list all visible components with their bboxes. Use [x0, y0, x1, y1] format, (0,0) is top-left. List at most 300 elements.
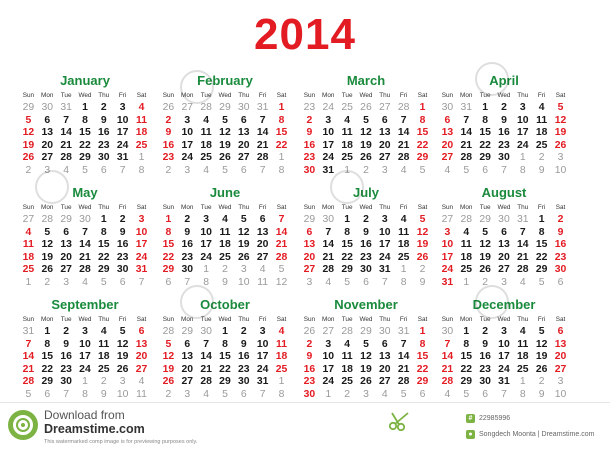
day-cell-other-month: 28 [341, 326, 353, 337]
day-cell: 29 [479, 152, 491, 164]
id-icon: # [466, 414, 475, 423]
week-row [300, 115, 432, 128]
week-row [438, 115, 570, 128]
day-cell-other-month: 29 [219, 102, 231, 113]
day-cell: 28 [441, 376, 454, 388]
day-cell: 24 [517, 139, 529, 151]
day-cell: 5 [557, 102, 564, 113]
day-cell: 20 [379, 363, 391, 375]
week-row [300, 214, 432, 227]
weekday-label: Tue [341, 204, 353, 211]
day-cell: 14 [256, 127, 269, 139]
week-row [300, 165, 432, 178]
watermark-note: This watermarked comp image is for previewing purposes only. [44, 439, 198, 445]
day-cell: 12 [479, 239, 491, 251]
author-credit[interactable]: Songdech Moonta | Dreamstime.com [479, 431, 595, 438]
day-cell: 2 [306, 114, 313, 126]
month-title: June [209, 185, 241, 200]
day-cell: 25 [275, 363, 288, 375]
day-cell: 20 [498, 251, 510, 263]
weekday-label: Fri [537, 92, 546, 99]
day-cell: 1 [44, 326, 51, 337]
day-cell: 13 [554, 338, 567, 350]
day-cell-other-month: 2 [538, 152, 545, 164]
day-cell-other-month: 4 [381, 388, 388, 400]
day-cell-other-month: 2 [44, 276, 51, 288]
footer-bar [0, 402, 610, 453]
day-cell: 1 [419, 326, 426, 337]
day-cell: 17 [181, 139, 194, 151]
day-cell-other-month: 11 [257, 276, 269, 288]
day-cell: 7 [278, 214, 285, 225]
day-cell-other-month: 30 [441, 326, 454, 337]
month-block-october [159, 296, 291, 402]
day-cell-other-month: 6 [419, 388, 426, 400]
day-cell-other-month: 3 [501, 276, 507, 288]
day-cell: 12 [360, 127, 372, 139]
day-cell: 21 [275, 239, 288, 251]
day-cell-other-month: 1 [278, 152, 285, 164]
weekday-label: Sun [162, 316, 175, 323]
day-cell: 15 [98, 239, 110, 251]
week-row [438, 389, 570, 402]
day-cell: 7 [400, 338, 407, 350]
week-row [438, 252, 570, 265]
weekday-header [159, 90, 291, 102]
day-cell: 11 [275, 338, 287, 350]
day-cell: 1 [278, 102, 285, 113]
weekday-label: Sun [22, 316, 35, 323]
day-cell: 23 [554, 251, 567, 263]
day-cell: 20 [554, 351, 567, 363]
day-cell-other-month: 7 [63, 388, 69, 400]
day-cell: 9 [184, 226, 191, 238]
day-cell-other-month: 29 [479, 214, 491, 225]
day-cell-other-month: 24 [322, 102, 335, 113]
day-cell-other-month: 8 [519, 388, 526, 400]
day-cell: 19 [41, 251, 54, 263]
day-cell: 29 [535, 264, 548, 276]
day-cell-other-month: 4 [259, 264, 266, 276]
day-cell: 16 [498, 127, 510, 139]
day-cell: 4 [538, 102, 545, 113]
week-row [300, 389, 432, 402]
week-row [300, 376, 432, 389]
day-cell: 22 [416, 139, 429, 151]
day-cell: 18 [535, 127, 548, 139]
day-cell-other-month: 7 [119, 164, 126, 176]
day-cell-other-month: 30 [79, 214, 91, 225]
day-cell-other-month: 31 [22, 326, 35, 337]
day-cell-other-month: 4 [82, 276, 88, 288]
day-cell: 8 [419, 338, 426, 350]
weekday-label: Sun [441, 316, 454, 323]
day-cell: 6 [557, 326, 564, 337]
day-cell: 4 [463, 226, 470, 238]
day-cell: 21 [322, 251, 335, 263]
day-cell-other-month: 1 [138, 152, 145, 164]
day-cell: 24 [200, 251, 212, 263]
day-cell: 19 [116, 351, 129, 363]
day-cell: 14 [275, 226, 288, 238]
week-row [19, 339, 151, 352]
month-title: March [346, 73, 386, 88]
week-row [159, 214, 291, 227]
day-cell-other-month: 4 [444, 388, 451, 400]
weekday-label: Thu [517, 204, 529, 211]
day-cell: 12 [22, 127, 35, 139]
day-cell: 2 [63, 326, 69, 337]
day-cell: 19 [219, 139, 231, 151]
day-cell-other-month: 8 [138, 164, 145, 176]
weekday-label: Fri [118, 316, 127, 323]
day-cell-other-month: 6 [165, 276, 172, 288]
week-row [300, 326, 432, 339]
day-cell-other-month: 27 [322, 326, 335, 337]
day-cell: 6 [259, 214, 266, 225]
week-row [19, 127, 151, 140]
week-row [438, 239, 570, 252]
month-block-june [159, 184, 291, 290]
week-row [159, 376, 291, 389]
week-row [19, 277, 151, 290]
weekday-header [300, 90, 432, 102]
day-cell: 26 [41, 264, 54, 276]
weekday-label: Thu [98, 92, 110, 99]
day-cell: 23 [116, 251, 129, 263]
day-cell: 27 [238, 152, 250, 164]
day-cell: 20 [256, 239, 269, 251]
day-cell-other-month: 2 [100, 376, 107, 388]
day-cell-other-month: 28 [200, 102, 212, 113]
day-cell: 17 [322, 363, 335, 375]
day-cell: 13 [256, 226, 269, 238]
day-cell: 19 [535, 351, 548, 363]
day-cell: 16 [303, 139, 316, 151]
day-cell: 7 [444, 338, 451, 350]
weekday-label: Wed [359, 92, 373, 99]
weekday-label: Sat [417, 204, 428, 211]
day-cell-other-month: 8 [203, 276, 209, 288]
dreamstime-logo-icon [8, 410, 38, 440]
day-cell: 2 [165, 114, 172, 126]
day-cell: 13 [41, 127, 54, 139]
day-cell: 11 [536, 114, 548, 126]
day-cell-other-month: 9 [100, 388, 107, 400]
weekday-label: Wed [497, 92, 511, 99]
year-title: 2014 [254, 10, 356, 59]
day-cell-other-month: 2 [165, 388, 172, 400]
month-title: April [489, 73, 519, 88]
week-row [19, 326, 151, 339]
week-row [438, 351, 570, 364]
day-cell: 9 [501, 114, 507, 126]
day-cell: 13 [181, 351, 194, 363]
day-cell: 6 [381, 114, 388, 126]
day-cell: 3 [519, 102, 526, 113]
day-cell: 10 [322, 127, 335, 139]
day-cell-other-month: 25 [341, 102, 353, 113]
week-row [159, 152, 291, 165]
day-cell: 11 [398, 226, 410, 238]
weekday-label: Tue [479, 316, 491, 323]
weekday-label: Wed [78, 204, 92, 211]
month-title: May [72, 185, 98, 200]
day-cell: 21 [397, 139, 410, 151]
day-cell-other-month: 1 [278, 376, 285, 388]
day-cell-other-month: 10 [554, 164, 567, 176]
weekday-label: Mon [322, 204, 335, 211]
day-cell-other-month: 5 [538, 276, 545, 288]
day-cell: 6 [240, 114, 247, 126]
day-cell-other-month: 7 [381, 276, 388, 288]
week-row [438, 326, 570, 339]
weekday-label: Fri [399, 204, 408, 211]
weekday-label: Sun [303, 316, 316, 323]
weekday-label: Wed [497, 316, 511, 323]
day-cell: 30 [303, 388, 316, 400]
day-cell: 4 [203, 114, 209, 126]
week-row [19, 364, 151, 377]
day-cell: 31 [379, 264, 391, 276]
week-row [438, 277, 570, 290]
day-cell: 25 [517, 363, 529, 375]
month-block-february [159, 72, 291, 178]
day-cell: 6 [306, 226, 313, 238]
weekday-label: Tue [200, 92, 212, 99]
day-cell: 29 [219, 376, 231, 388]
day-cell: 5 [363, 114, 369, 126]
day-cell: 19 [22, 139, 35, 151]
day-cell-other-month: 31 [517, 214, 529, 225]
weekday-label: Fri [258, 92, 267, 99]
week-row [300, 364, 432, 377]
day-cell: 20 [238, 139, 250, 151]
day-cell: 19 [238, 239, 250, 251]
day-cell: 26 [416, 251, 429, 263]
day-cell: 8 [165, 226, 172, 238]
weekday-label: Tue [60, 92, 72, 99]
day-cell: 14 [60, 127, 72, 139]
day-cell: 23 [360, 251, 372, 263]
weekday-label: Wed [218, 204, 232, 211]
day-cell: 3 [184, 114, 191, 126]
weekday-label: Fri [399, 316, 408, 323]
day-cell: 6 [184, 338, 191, 350]
day-cell: 4 [400, 214, 407, 225]
day-cell: 7 [519, 226, 526, 238]
day-cell: 31 [256, 376, 269, 388]
day-cell-other-month: 5 [463, 388, 470, 400]
day-cell-other-month: 29 [22, 102, 35, 113]
day-cell: 28 [60, 152, 72, 164]
day-cell: 26 [219, 152, 231, 164]
week-row [300, 102, 432, 115]
day-cell-other-month: 31 [460, 102, 473, 113]
day-cell: 14 [79, 239, 91, 251]
day-cell-other-month: 12 [275, 276, 288, 288]
day-cell: 25 [341, 152, 353, 164]
day-cell-other-month: 27 [441, 214, 454, 225]
day-cell: 28 [322, 264, 335, 276]
week-row [438, 152, 570, 165]
week-row [159, 364, 291, 377]
day-cell: 2 [482, 326, 488, 337]
month-title: September [51, 297, 119, 312]
weekday-label: Sat [276, 316, 287, 323]
day-cell-other-month: 8 [278, 164, 285, 176]
day-cell-other-month: 30 [238, 102, 250, 113]
day-cell: 22 [219, 363, 231, 375]
day-cell-other-month: 5 [344, 276, 350, 288]
day-cell: 19 [416, 239, 429, 251]
day-cell-other-month: 2 [419, 264, 426, 276]
day-cell: 24 [256, 363, 269, 375]
day-cell: 9 [306, 351, 313, 363]
day-cell: 20 [379, 139, 391, 151]
day-cell-other-month: 8 [519, 164, 526, 176]
day-cell-other-month: 7 [184, 276, 191, 288]
day-cell: 23 [162, 152, 175, 164]
month-title: November [334, 297, 398, 312]
day-cell: 29 [79, 152, 91, 164]
day-cell: 28 [517, 264, 529, 276]
day-cell: 27 [441, 152, 454, 164]
weekday-label: Wed [218, 316, 232, 323]
weekday-label: Sat [417, 92, 428, 99]
day-cell: 13 [379, 127, 391, 139]
day-cell: 21 [460, 139, 473, 151]
day-cell: 28 [256, 152, 269, 164]
day-cell: 10 [181, 127, 194, 139]
day-cell: 3 [203, 214, 209, 225]
day-cell: 30 [303, 164, 316, 176]
day-cell: 5 [419, 214, 426, 225]
day-cell: 15 [219, 351, 231, 363]
day-cell: 31 [322, 164, 335, 176]
day-cell-other-month: 6 [119, 276, 126, 288]
day-cell-other-month: 2 [222, 264, 228, 276]
weekday-label: Tue [479, 204, 491, 211]
day-cell: 10 [200, 226, 212, 238]
day-cell: 17 [498, 351, 510, 363]
day-cell: 11 [135, 114, 147, 126]
site-name[interactable]: Dreamstime.com [44, 422, 145, 436]
weekday-label: Wed [78, 316, 92, 323]
day-cell-other-month: 1 [519, 152, 526, 164]
day-cell-other-month: 3 [306, 276, 313, 288]
week-row [438, 339, 570, 352]
day-cell: 12 [360, 351, 372, 363]
weekday-header [159, 202, 291, 214]
weekday-label: Fri [118, 204, 127, 211]
day-cell: 12 [554, 114, 567, 126]
day-cell: 6 [44, 114, 51, 126]
week-row [19, 227, 151, 240]
weekday-label: Thu [379, 92, 391, 99]
week-row [19, 214, 151, 227]
day-cell-other-month: 2 [25, 164, 32, 176]
weekday-label: Sat [555, 204, 566, 211]
day-cell: 16 [60, 351, 72, 363]
day-cell-other-month: 28 [162, 326, 175, 337]
day-cell: 10 [441, 239, 454, 251]
day-cell-other-month: 4 [203, 164, 209, 176]
day-cell: 17 [116, 127, 129, 139]
day-cell: 4 [519, 326, 526, 337]
day-cell: 25 [219, 251, 231, 263]
day-cell: 11 [22, 239, 34, 251]
day-cell: 26 [116, 363, 129, 375]
weekday-label: Thu [517, 92, 529, 99]
month-block-may [19, 184, 151, 290]
weekday-label: Mon [460, 92, 473, 99]
weekday-header [438, 314, 570, 326]
week-row [300, 140, 432, 153]
day-cell: 10 [79, 338, 91, 350]
week-row [300, 252, 432, 265]
day-cell: 7 [25, 338, 32, 350]
day-cell: 11 [460, 239, 472, 251]
day-cell: 14 [397, 127, 410, 139]
weekday-label: Tue [341, 92, 353, 99]
day-cell: 27 [60, 264, 72, 276]
day-cell-other-month: 10 [554, 388, 567, 400]
day-cell: 27 [256, 251, 269, 263]
day-cell: 24 [116, 139, 129, 151]
day-cell-other-month: 26 [162, 102, 175, 113]
day-cell: 30 [498, 152, 510, 164]
day-cell: 21 [22, 363, 35, 375]
weekday-label: Sat [136, 204, 147, 211]
week-row [159, 127, 291, 140]
day-cell: 25 [397, 251, 410, 263]
day-cell-other-month: 7 [138, 276, 145, 288]
day-cell-other-month: 7 [501, 388, 507, 400]
day-cell: 26 [162, 376, 175, 388]
weekday-label: Sun [162, 92, 175, 99]
day-cell-other-month: 3 [63, 276, 69, 288]
day-cell: 25 [98, 363, 110, 375]
day-cell-other-month: 27 [379, 102, 391, 113]
day-cell-other-month: 2 [482, 276, 488, 288]
day-cell-other-month: 6 [44, 388, 51, 400]
watermark-logo-icon [475, 62, 509, 96]
month-title: October [200, 297, 250, 312]
day-cell: 15 [479, 127, 491, 139]
week-row [159, 140, 291, 153]
day-cell: 10 [256, 338, 269, 350]
day-cell: 27 [379, 376, 391, 388]
day-cell: 11 [200, 127, 212, 139]
day-cell: 2 [119, 214, 126, 225]
day-cell: 2 [557, 214, 564, 225]
day-cell-other-month: 8 [400, 276, 407, 288]
day-cell: 2 [240, 326, 247, 337]
day-cell: 22 [535, 251, 548, 263]
week-row [19, 376, 151, 389]
day-cell: 1 [165, 214, 172, 225]
day-cell: 21 [60, 139, 72, 151]
day-cell: 25 [22, 264, 35, 276]
day-cell: 4 [278, 326, 285, 337]
day-cell: 30 [238, 376, 250, 388]
day-cell: 9 [240, 338, 247, 350]
day-cell: 1 [482, 102, 488, 113]
day-cell: 30 [554, 264, 567, 276]
day-cell: 17 [322, 139, 335, 151]
day-cell: 8 [100, 226, 107, 238]
